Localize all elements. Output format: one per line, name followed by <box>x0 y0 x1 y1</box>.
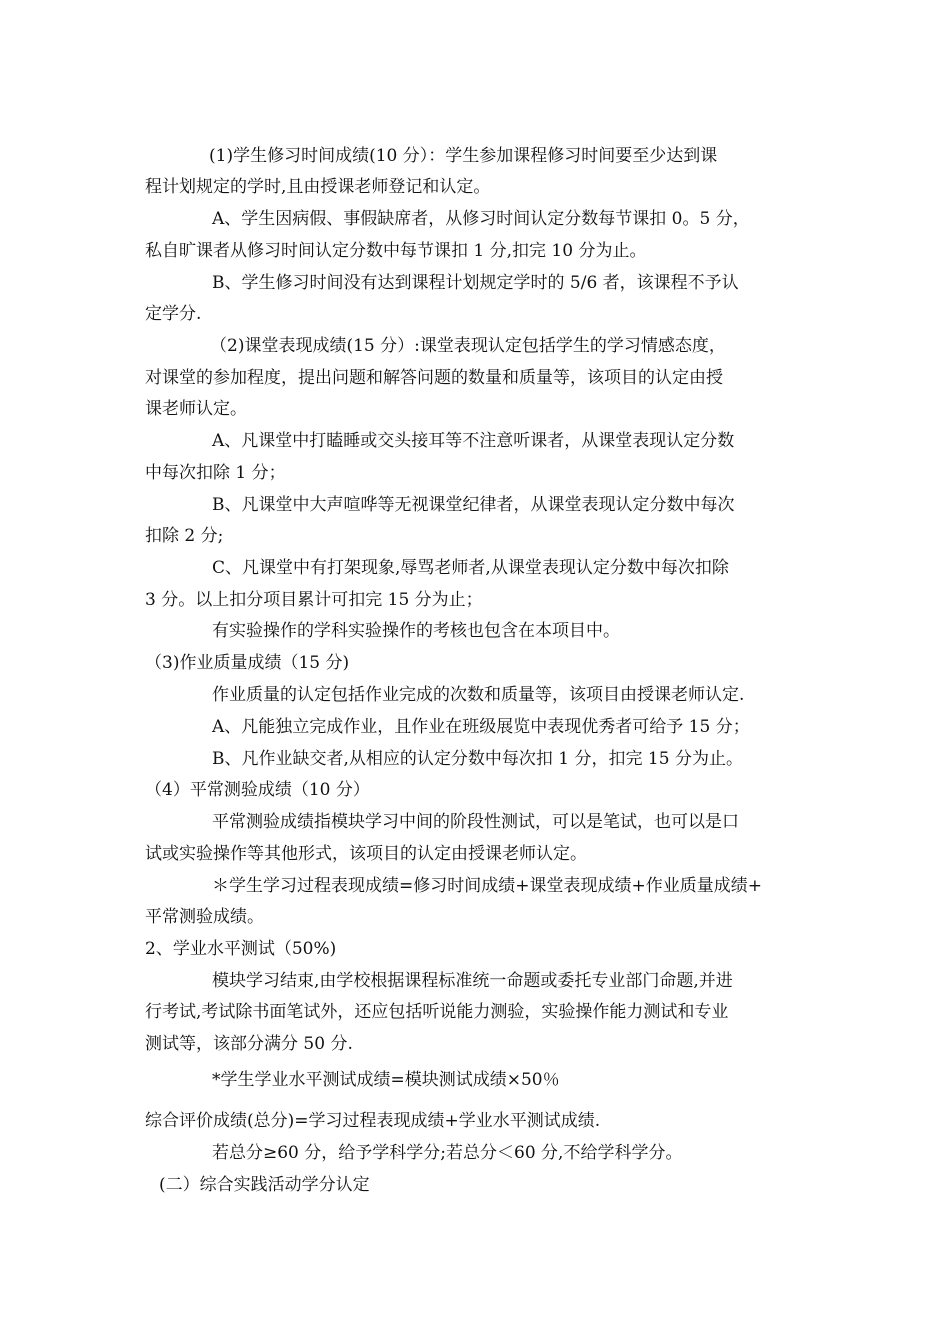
paragraph-line: B、学生修习时间没有达到课程计划规定学时的 5/6 者，该课程不予认 <box>212 273 739 293</box>
paragraph-line: 课老师认定。 <box>145 399 247 419</box>
paragraph-line: 3 分。以上扣分项目累计可扣完 15 分为止； <box>145 590 483 610</box>
paragraph-line: （2)课堂表现成绩(15 分）:课堂表现认定包括学生的学习情感态度， <box>210 336 726 356</box>
paragraph-line: 私自旷课者从修习时间认定分数中每节课扣 1 分,扣完 10 分为止。 <box>145 241 647 261</box>
paragraph-line: B、凡作业缺交者,从相应的认定分数中每次扣 1 分，扣完 15 分为止。 <box>212 749 743 769</box>
paragraph-line: 测试等，该部分满分 50 分. <box>145 1034 353 1054</box>
formula-line: 平常测验成绩。 <box>145 907 264 927</box>
formula-line: 综合评价成绩(总分)=学习过程表现成绩+学业水平测试成绩. <box>145 1111 601 1131</box>
section-heading: (二）综合实践活动学分认定 <box>159 1175 370 1195</box>
paragraph-line: 行考试,考试除书面笔试外，还应包括听说能力测验，实验操作能力测试和专业 <box>145 1002 729 1022</box>
paragraph-line: B、凡课堂中大声喧哗等无视课堂纪律者，从课堂表现认定分数中每次 <box>212 495 735 515</box>
formula-line: *学生学业水平测试成绩=模块测试成绩×50％ <box>212 1070 560 1090</box>
paragraph-line: 若总分≥60 分，给予学科学分;若总分＜60 分,不给学科学分。 <box>212 1143 683 1163</box>
paragraph-line: 平常测验成绩指模块学习中间的阶段性测试，可以是笔试，也可以是口 <box>212 812 739 832</box>
paragraph-line: 中每次扣除 1 分； <box>145 463 286 483</box>
paragraph-line: A、学生因病假、事假缺席者，从修习时间认定分数每节课扣 0。5 分， <box>212 209 750 229</box>
paragraph-line: 定学分. <box>145 304 202 324</box>
paragraph-line: A、凡能独立完成作业，且作业在班级展览中表现优秀者可给予 15 分； <box>212 717 750 737</box>
paragraph-line: 作业质量的认定包括作业完成的次数和质量等，该项目由授课老师认定. <box>212 685 745 705</box>
paragraph-line: 扣除 2 分; <box>145 526 224 546</box>
paragraph-line: (1)学生修习时间成绩(10 分）：学生参加课程修习时间要至少达到课 <box>209 146 718 166</box>
paragraph-line: 试或实验操作等其他形式，该项目的认定由授课老师认定。 <box>145 844 587 864</box>
section-heading: （3)作业质量成绩（15 分) <box>145 653 350 673</box>
section-heading: 2、学业水平测试（50%) <box>145 939 337 959</box>
paragraph-line: A、凡课堂中打瞌睡或交头接耳等不注意听课者，从课堂表现认定分数 <box>212 431 735 451</box>
paragraph-line: 程计划规定的学时,且由授课老师登记和认定。 <box>145 177 491 197</box>
paragraph-line: 对课堂的参加程度，提出问题和解答问题的数量和质量等，该项目的认定由授 <box>145 368 723 388</box>
paragraph-line: C、凡课堂中有打架现象,辱骂老师者,从课堂表现认定分数中每次扣除 <box>212 558 729 578</box>
paragraph-line: 模块学习结束,由学校根据课程标准统一命题或委托专业部门命题,并进 <box>212 971 733 991</box>
formula-line: ＊学生学习过程表现成绩=修习时间成绩+课堂表现成绩+作业质量成绩+ <box>212 876 762 896</box>
section-heading: （4）平常测验成绩（10 分） <box>145 780 370 800</box>
paragraph-line: 有实验操作的学科实验操作的考核也包含在本项目中。 <box>212 621 620 641</box>
